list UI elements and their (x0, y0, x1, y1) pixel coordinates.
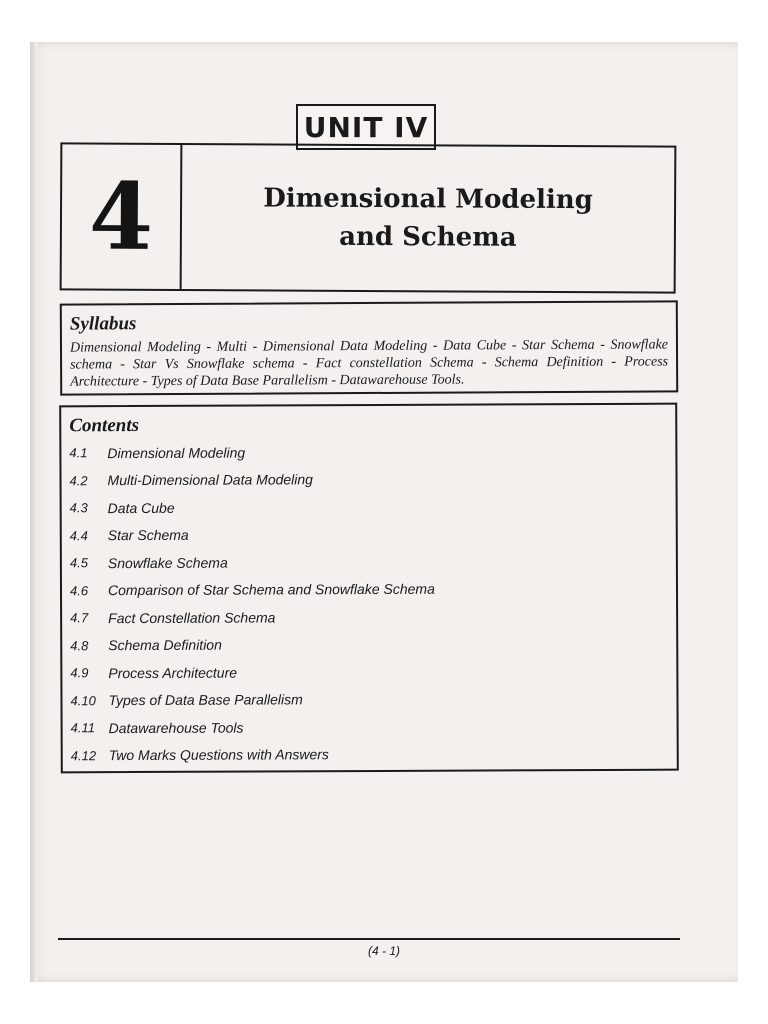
contents-item (69, 437, 667, 467)
contents-heading: Contents (69, 415, 140, 437)
footer-rule (58, 938, 680, 940)
page-number: (4 - 1) (367, 944, 400, 958)
contents-item-number: 4.2 (69, 472, 88, 489)
contents-list (69, 437, 668, 770)
contents-item-title: Datawarehouse Tools (108, 719, 244, 736)
contents-item-title: Two Marks Questions with Answers (108, 746, 329, 764)
syllabus-box (60, 300, 678, 395)
contents-item (71, 712, 669, 742)
contents-item (70, 547, 668, 577)
chapter-title (182, 145, 675, 292)
contents-item-title: Comparison of Star Schema and Snowflake Schema (107, 580, 435, 599)
contents-item-title: Types of Data Base Parallelism (108, 691, 303, 709)
contents-item-title: Data Cube (107, 499, 175, 516)
contents-item-number: 4.8 (70, 637, 89, 654)
syllabus-heading: Syllabus (69, 313, 137, 335)
contents-item (70, 602, 668, 632)
contents-item-number: 4.11 (70, 720, 95, 736)
contents-item-title: Star Schema (107, 527, 189, 544)
contents-item (70, 574, 668, 604)
contents-item-title: Schema Definition (108, 636, 222, 654)
chapter-title-line-2: and Schema (339, 221, 517, 253)
syllabus-text: Dimensional Modeling - Multi - Dimensional Data Modeling - Data Cube - Star Schema - Snowflake schema - Star Vs Snowflake schema - Fact constellation Schema - Schema Definition - Process Architecture - Types of Data Base Parallelism - Datawarehouse Tools. (69, 337, 669, 390)
chapter-number: 4 (88, 162, 154, 271)
contents-item-number: 4.1 (69, 445, 88, 461)
contents-item-number: 4.6 (69, 582, 89, 599)
contents-item (71, 739, 669, 769)
contents-item (70, 519, 668, 549)
contents-item-number: 4.12 (70, 747, 97, 764)
contents-item (70, 657, 668, 687)
contents-item-number: 4.4 (69, 527, 88, 544)
unit-label: UNIT IV (296, 104, 436, 150)
chapter-header-box (60, 142, 677, 293)
contents-item (70, 492, 668, 522)
contents-box (59, 403, 679, 774)
contents-item-title: Fact Constellation Schema (108, 609, 276, 626)
contents-item-number: 4.7 (70, 610, 89, 626)
contents-item-number: 4.9 (70, 665, 89, 681)
contents-item (70, 684, 668, 714)
contents-item-title: Snowflake Schema (107, 554, 228, 571)
contents-item (70, 629, 668, 659)
contents-item-title: Dimensional Modeling (107, 444, 246, 461)
contents-item-title: Process Architecture (108, 664, 238, 681)
contents-item (69, 464, 667, 494)
chapter-title-line-1: Dimensional Modeling (263, 183, 593, 216)
contents-item-number: 4.10 (70, 692, 96, 709)
contents-item-number: 4.5 (69, 555, 88, 571)
contents-item-number: 4.3 (69, 500, 88, 516)
contents-item-title: Multi-Dimensional Data Modeling (107, 471, 313, 489)
page-binding-edge (30, 42, 38, 982)
